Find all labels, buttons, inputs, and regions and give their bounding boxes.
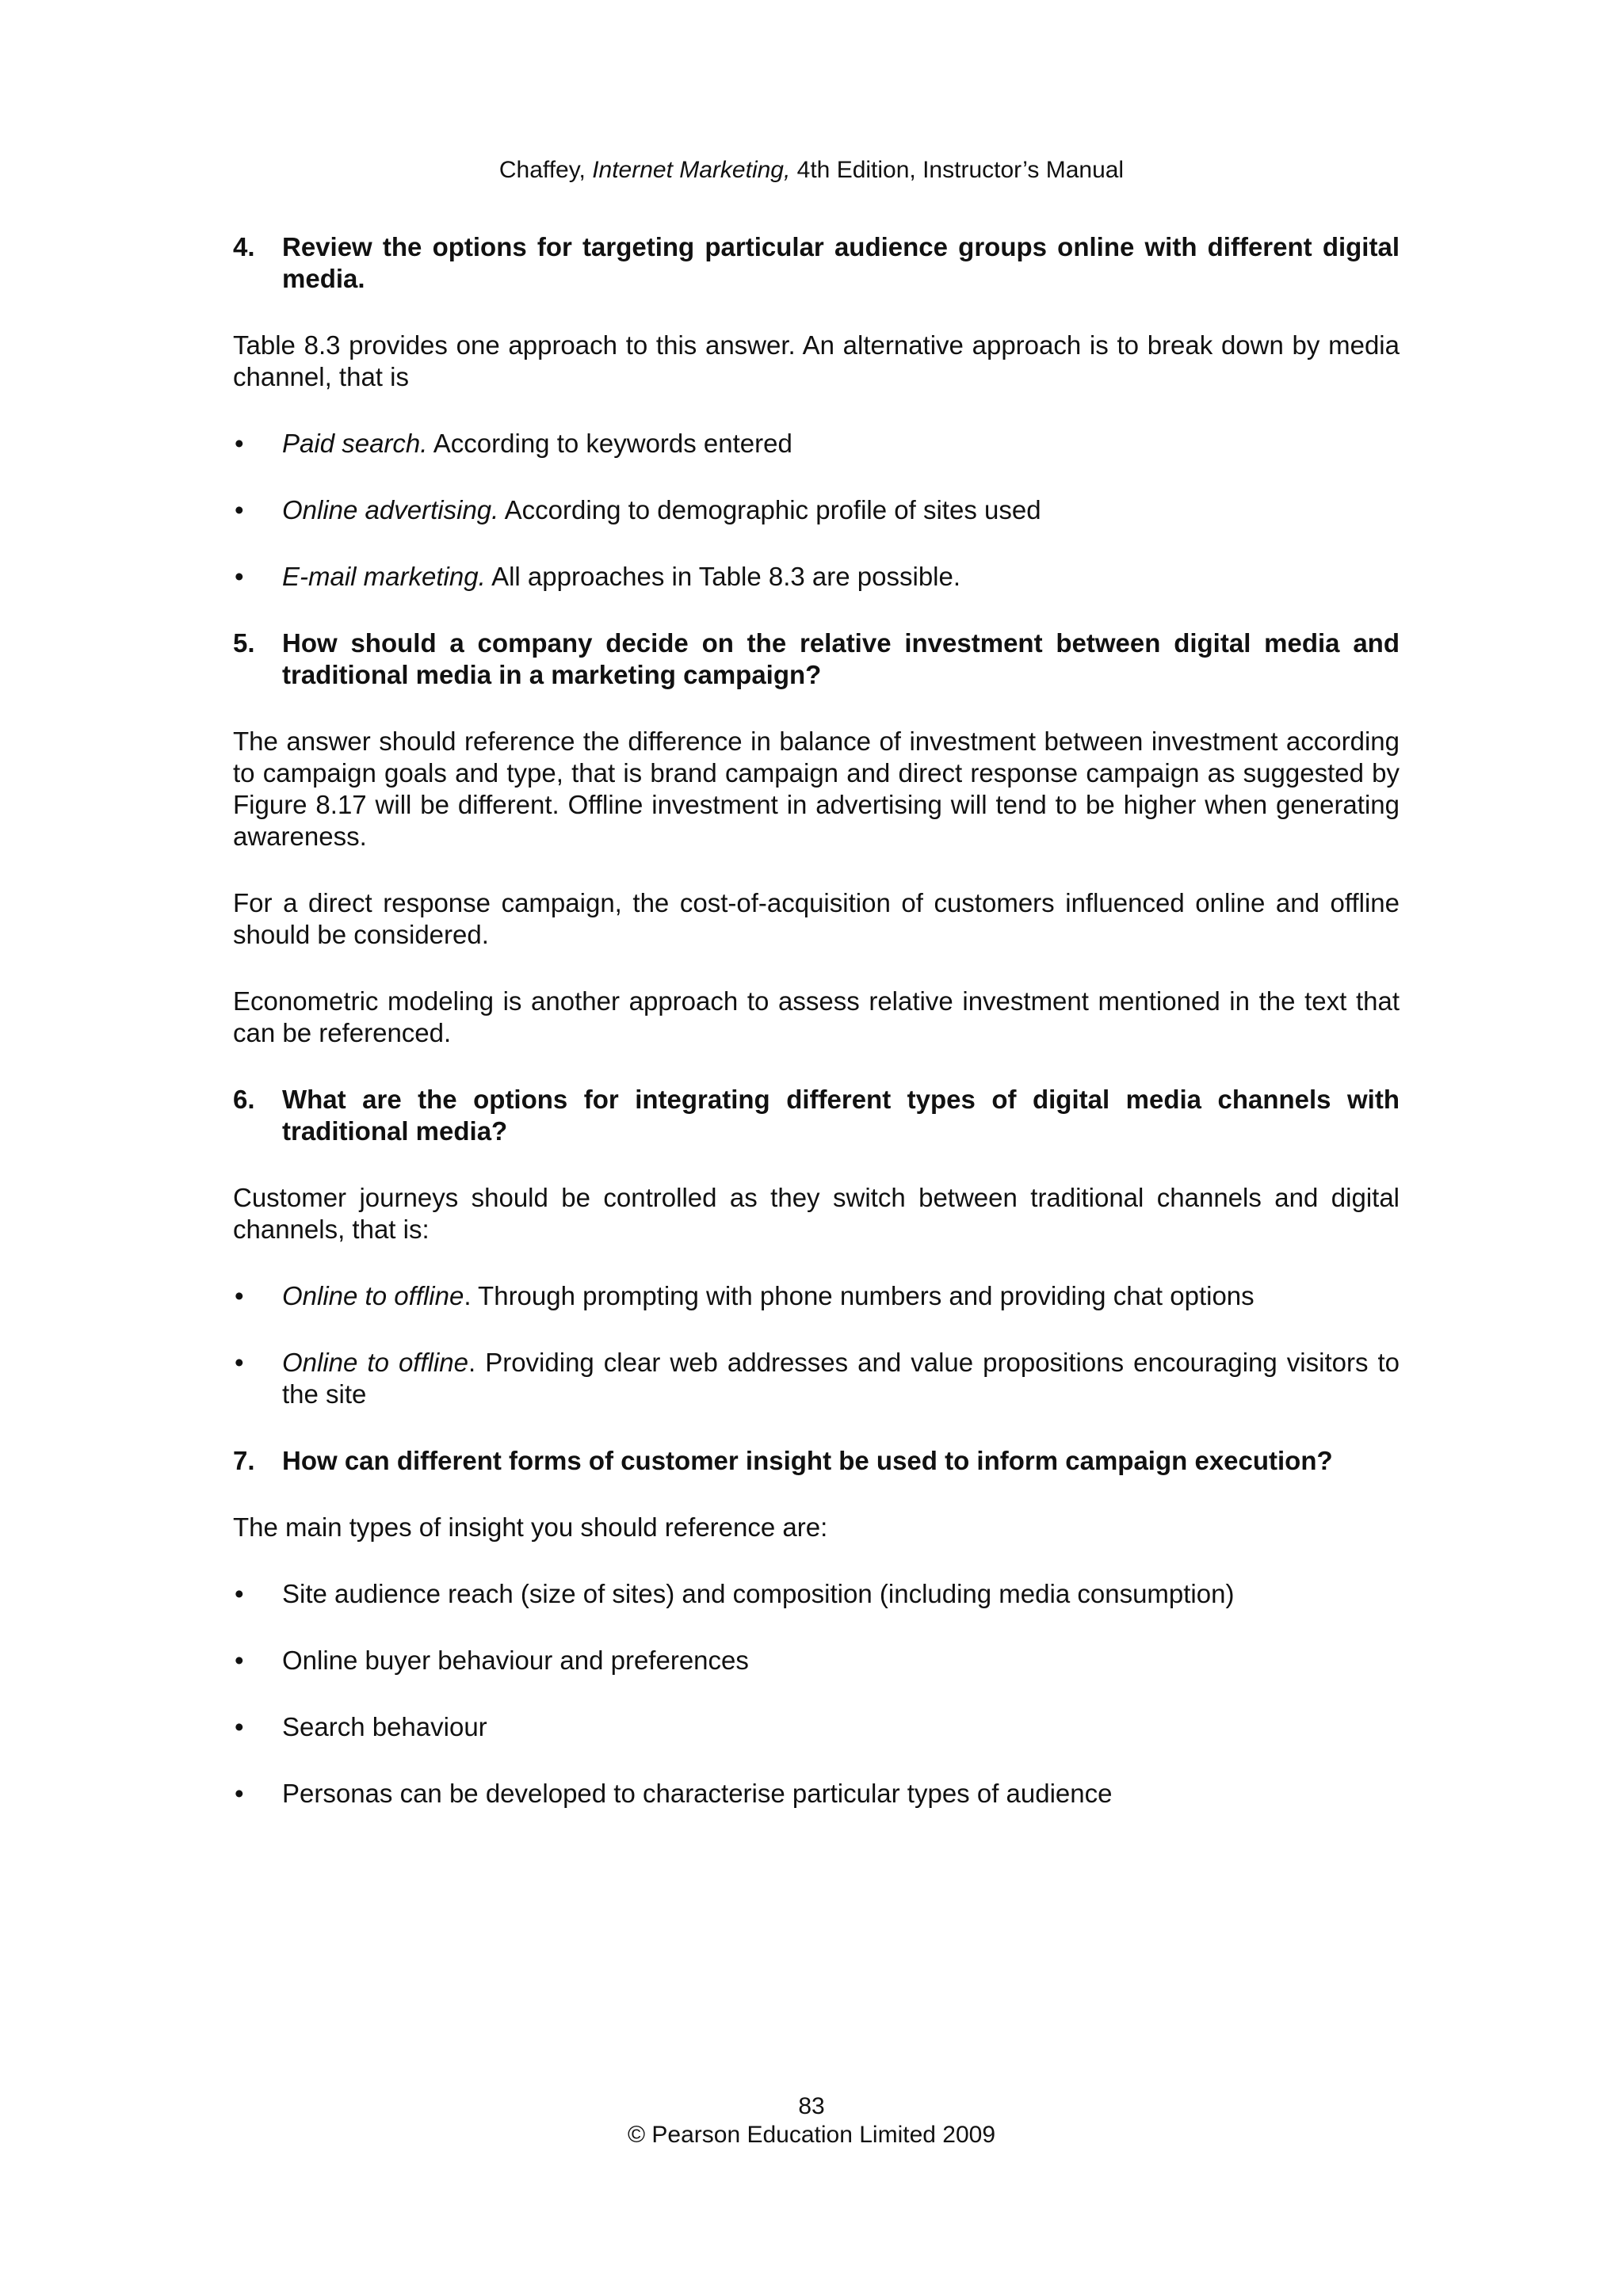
list-item — [233, 428, 1400, 460]
bullet-text: . Providing clear web addresses and value propositions encouraging visitors to the site — [282, 1348, 1400, 1409]
question-text: What are the options for integrating different types of digital media channels with traditional media? — [282, 1085, 1400, 1146]
bullet-lead: Online to offline — [282, 1348, 469, 1377]
answer-paragraph: The answer should reference the difference in balance of investment between investment according to campaign goals and type, that is brand campaign and direct response campaign as suggested by Figure 8.17 will be different. Offline investment in advertising will tend to be higher when generating awareness. — [233, 727, 1400, 851]
bullet-icon: • — [235, 1779, 244, 1808]
bullet-text: Online buyer behaviour and preferences — [282, 1646, 749, 1675]
running-header — [0, 155, 1623, 185]
bullet-icon: • — [235, 562, 244, 591]
copyright-notice: © Pearson Education Limited 2009 — [627, 2122, 996, 2148]
bullet-text: Site audience reach (size of sites) and composition (including media consumption) — [282, 1579, 1235, 1608]
question-text: How can different forms of customer insight be used to inform campaign execution? — [282, 1446, 1333, 1475]
header-book-title: Internet Marketing, — [592, 157, 791, 183]
list-item — [233, 1778, 1400, 1810]
bullet-lead: Online to offline — [282, 1281, 464, 1310]
list-item — [233, 494, 1400, 526]
header-edition: 4th Edition, Instructor’s Manual — [796, 157, 1125, 183]
header-author: Chaffey, — [498, 157, 586, 183]
question-7 — [233, 1445, 1400, 1477]
bullet-text: All approaches in Table 8.3 are possible. — [485, 562, 961, 591]
bullet-text: Search behaviour — [282, 1712, 487, 1741]
bullet-icon: • — [235, 1646, 244, 1675]
question-number: 4. — [233, 232, 255, 261]
answer-paragraph: The main types of insight you should reference are: — [233, 1512, 828, 1542]
answer-paragraph: For a direct response campaign, the cost-of-acquisition of customers influenced online and offline should be considered. — [233, 888, 1400, 949]
question-text: Review the options for targeting particular audience groups online with different digital media. — [282, 232, 1400, 293]
list-item — [233, 1578, 1400, 1610]
bullet-text: . Through prompting with phone numbers and providing chat options — [464, 1281, 1254, 1310]
bullet-lead: Online advertising. — [282, 495, 499, 524]
question-5 — [233, 627, 1400, 691]
question-4 — [233, 231, 1400, 295]
list-item — [233, 1280, 1400, 1312]
bullet-icon: • — [235, 429, 244, 458]
bullet-icon: • — [235, 1712, 244, 1741]
answer-paragraph: Table 8.3 provides one approach to this answer. An alternative approach is to break down by media channel, that is — [233, 330, 1400, 391]
list-item — [233, 1645, 1400, 1676]
question-number: 6. — [233, 1085, 255, 1114]
bullet-icon: • — [235, 1579, 244, 1608]
answer-paragraph: Customer journeys should be controlled as they switch between traditional channels and digital channels, that is: — [233, 1183, 1400, 1244]
bullet-lead: Paid search. — [282, 429, 428, 458]
list-item — [233, 561, 1400, 593]
page-content — [233, 231, 1400, 1810]
bullet-text: According to demographic profile of sites used — [498, 495, 1041, 524]
question-6 — [233, 1084, 1400, 1147]
bullet-lead: E-mail marketing. — [282, 562, 486, 591]
page-number: 83 — [798, 2093, 825, 2119]
bullet-text: According to keywords entered — [427, 429, 792, 458]
question-text: How should a company decide on the relative investment between digital media and traditional media in a marketing campaign? — [282, 628, 1400, 689]
question-number: 5. — [233, 628, 255, 658]
list-item — [233, 1347, 1400, 1410]
bullet-icon: • — [235, 1348, 244, 1377]
bullet-icon: • — [235, 495, 244, 524]
answer-paragraph: Econometric modeling is another approach to assess relative investment mentioned in the text that can be referenced. — [233, 986, 1400, 1047]
question-number: 7. — [233, 1446, 255, 1475]
list-item — [233, 1711, 1400, 1743]
bullet-icon: • — [235, 1281, 244, 1310]
bullet-text: Personas can be developed to characterise particular types of audience — [282, 1779, 1113, 1808]
